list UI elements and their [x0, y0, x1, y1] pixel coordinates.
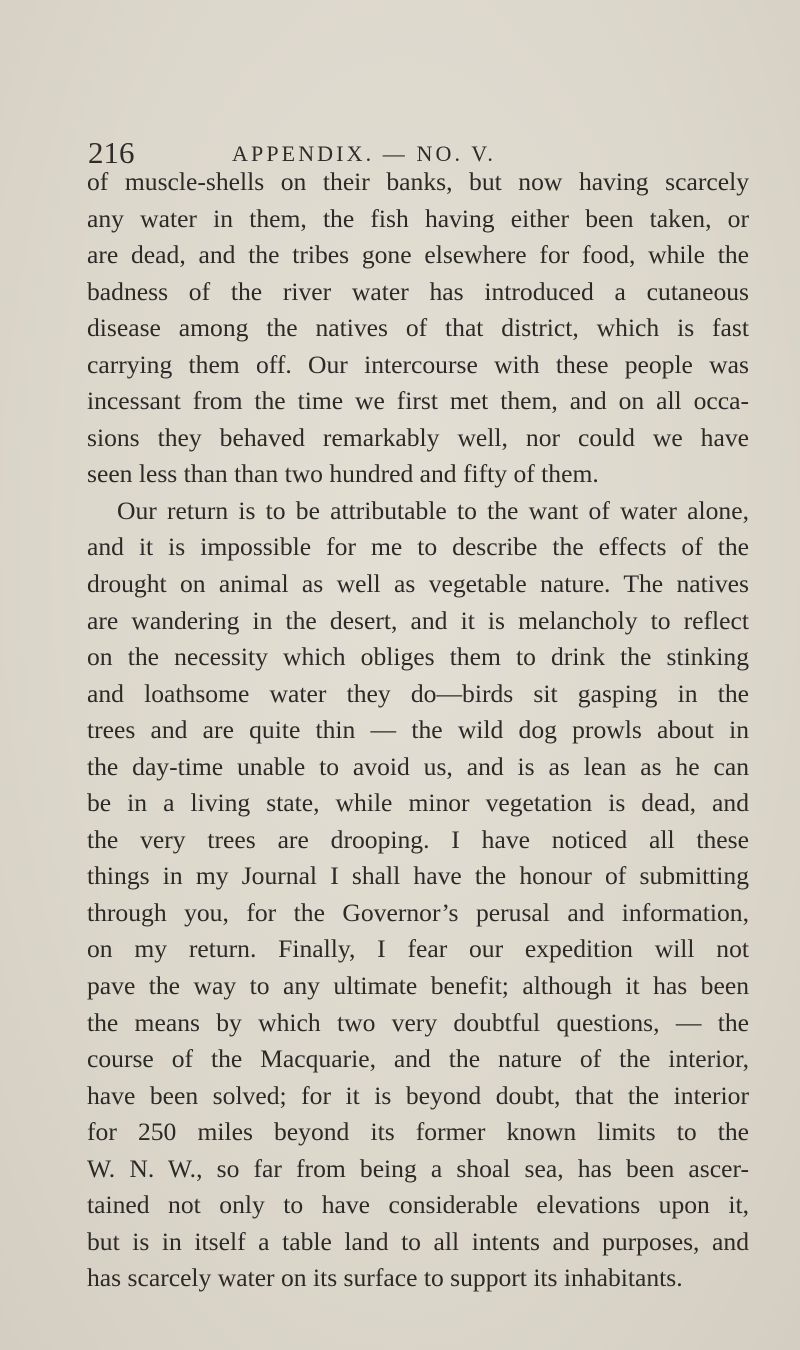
text-line: tained not only to have considerable elevations upon it,	[87, 1190, 749, 1220]
text-line: disease among the natives of that district, which is fast	[87, 313, 749, 343]
text-line: the very trees are drooping. I have noticed all these	[87, 824, 749, 854]
text-line: be in a living state, while minor vegetation is dead, and	[87, 788, 749, 818]
text-line: pave the way to any ultimate benefit; although it has been	[87, 971, 749, 1001]
text-line: sions they behaved remarkably well, nor could we have	[87, 422, 749, 452]
paragraph-first-line: Our return is to be attributable to the want of water alone,	[117, 495, 749, 525]
text-line: of muscle-shells on their banks, but now having scarcely	[87, 167, 749, 196]
text-line: incessant from the time we first met them, and on all occa-	[87, 386, 749, 416]
text-line: on my return. Finally, I fear our expedition will not	[87, 934, 749, 964]
text-line: the day-time unable to avoid us, and is as lean as he can	[87, 751, 749, 781]
text-line: badness of the river water has introduced a cutaneous	[87, 276, 749, 306]
text-line: and loathsome water they do—birds sit gasping in the	[87, 678, 749, 708]
text-line: are wandering in the desert, and it is melancholy to reflect	[87, 605, 749, 635]
text-line: things in my Journal I shall have the honour of submitting	[87, 861, 749, 891]
text-line: the means by which two very doubtful questions, — the	[87, 1007, 749, 1037]
text-line: are dead, and the tribes gone elsewhere for food, while the	[87, 240, 749, 270]
text-line: carrying them off. Our intercourse with these people was	[87, 349, 749, 379]
text-line: through you, for the Governor’s perusal and information,	[87, 897, 749, 927]
running-title: APPENDIX. — NO. V.	[232, 141, 497, 166]
page-number: 216	[88, 135, 135, 170]
text-line: and it is impossible for me to describe the effects of the	[87, 532, 749, 562]
text-line: have been solved; for it is beyond doubt, that the interior	[87, 1080, 749, 1110]
text-line: course of the Macquarie, and the nature of the interior,	[87, 1044, 749, 1074]
text-line: for 250 miles beyond its former known limits to the	[87, 1117, 749, 1147]
text-line: has scarcely water on its surface to support its inhabitants.	[87, 1263, 683, 1293]
text-line: but is in itself a table land to all intents and purposes, and	[87, 1226, 749, 1256]
text-line: seen less than than two hundred and fifty of them.	[87, 459, 599, 489]
text-line: drought on animal as well as vegetable nature. The natives	[87, 569, 749, 599]
text-line: trees and are quite thin — the wild dog prowls about in	[87, 715, 749, 745]
text-line: on the necessity which obliges them to drink the stinking	[87, 642, 749, 672]
body-text	[87, 164, 749, 1297]
text-line: any water in them, the fish having either been taken, or	[87, 203, 749, 233]
text-line: W. N. W., so far from being a shoal sea, has been ascer-	[87, 1153, 749, 1183]
